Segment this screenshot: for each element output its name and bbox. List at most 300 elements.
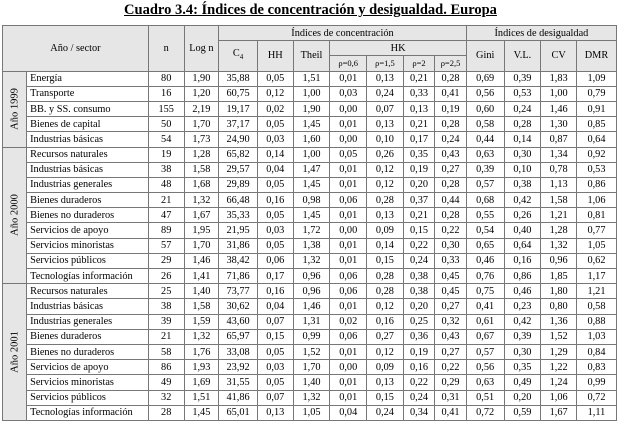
cell-hk3: 0,24 bbox=[403, 253, 434, 268]
cell-hk3: 0,19 bbox=[403, 344, 434, 359]
cell-hk2: 0,26 bbox=[367, 147, 404, 162]
cell-hk2: 0,15 bbox=[367, 253, 404, 268]
cell-cv: 1,21 bbox=[541, 208, 577, 223]
cell-gini: 0,61 bbox=[466, 314, 504, 329]
cell-hk4: 0,33 bbox=[435, 253, 467, 268]
cell-dmr: 0,79 bbox=[576, 86, 616, 101]
cell-c4: 31,86 bbox=[219, 238, 258, 253]
cell-dmr: 0,88 bbox=[576, 314, 616, 329]
cell-c4: 35,88 bbox=[219, 71, 258, 86]
cell-cv: 1,28 bbox=[541, 223, 577, 238]
cell-c4: 23,92 bbox=[219, 360, 258, 375]
cell-dmr: 0,72 bbox=[576, 390, 616, 405]
table-row bbox=[3, 86, 617, 101]
cell-hk1: 0,01 bbox=[330, 375, 367, 390]
header-year-sector: Año / sector bbox=[3, 26, 149, 72]
cell-vl: 0,46 bbox=[504, 284, 541, 299]
cell-dmr: 0,53 bbox=[576, 162, 616, 177]
cell-hh: 0,06 bbox=[257, 253, 293, 268]
sector-cell: Bienes no duraderos bbox=[27, 208, 149, 223]
sector-cell: Bienes duraderos bbox=[27, 193, 149, 208]
cell-hk2: 0,14 bbox=[367, 238, 404, 253]
cell-gini: 0,58 bbox=[466, 117, 504, 132]
cell-hk1: 0,01 bbox=[330, 162, 367, 177]
cell-hk4: 0,19 bbox=[435, 101, 467, 116]
sector-cell: Tecnologías información bbox=[27, 405, 149, 420]
cell-theil: 1,00 bbox=[293, 147, 330, 162]
table-row bbox=[3, 177, 617, 192]
table-row bbox=[3, 71, 617, 86]
cell-c4: 65,01 bbox=[219, 405, 258, 420]
cell-hk2: 0,12 bbox=[367, 344, 404, 359]
cell-hk2: 0,28 bbox=[367, 193, 404, 208]
cell-gini: 0,76 bbox=[466, 269, 504, 284]
sector-cell: Bienes duraderos bbox=[27, 329, 149, 344]
cell-hh: 0,04 bbox=[257, 299, 293, 314]
cell-theil: 1,32 bbox=[293, 253, 330, 268]
header-cv: CV bbox=[541, 41, 577, 71]
cell-gini: 0,72 bbox=[466, 405, 504, 420]
cell-logn: 1,93 bbox=[184, 360, 219, 375]
cell-gini: 0,56 bbox=[466, 86, 504, 101]
cell-hk2: 0,09 bbox=[367, 360, 404, 375]
cell-logn: 1,40 bbox=[184, 284, 219, 299]
cell-hk2: 0,13 bbox=[367, 71, 404, 86]
header-vl: V.L. bbox=[504, 41, 541, 71]
sector-cell: Transporte bbox=[27, 86, 149, 101]
cell-hk1: 0,01 bbox=[330, 71, 367, 86]
cell-hh: 0,12 bbox=[257, 86, 293, 101]
table-body bbox=[3, 71, 617, 420]
cell-hk3: 0,36 bbox=[403, 329, 434, 344]
cell-hh: 0,15 bbox=[257, 329, 293, 344]
cell-theil: 1,45 bbox=[293, 208, 330, 223]
cell-hk1: 0,01 bbox=[330, 390, 367, 405]
table-row bbox=[3, 375, 617, 390]
sector-cell: Recursos naturales bbox=[27, 284, 149, 299]
cell-hk1: 0,01 bbox=[330, 177, 367, 192]
cell-cv: 1,67 bbox=[541, 405, 577, 420]
cell-c4: 37,17 bbox=[219, 117, 258, 132]
cell-gini: 0,51 bbox=[466, 390, 504, 405]
cell-n: 49 bbox=[148, 375, 184, 390]
cell-n: 26 bbox=[148, 269, 184, 284]
cell-hk1: 0,01 bbox=[330, 253, 367, 268]
cell-c4: 41,86 bbox=[219, 390, 258, 405]
header-concentration: Índices de concentración bbox=[219, 26, 467, 41]
cell-dmr: 0,99 bbox=[576, 375, 616, 390]
cell-c4: 29,89 bbox=[219, 177, 258, 192]
cell-n: 19 bbox=[148, 147, 184, 162]
year-label-text: Año 1999 bbox=[9, 88, 21, 130]
table-row bbox=[3, 117, 617, 132]
cell-vl: 0,42 bbox=[504, 314, 541, 329]
cell-hk2: 0,13 bbox=[367, 375, 404, 390]
cell-hk3: 0,21 bbox=[403, 208, 434, 223]
cell-hk3: 0,21 bbox=[403, 71, 434, 86]
cell-cv: 0,87 bbox=[541, 132, 577, 147]
header-hh: HH bbox=[257, 41, 293, 71]
cell-hk2: 0,09 bbox=[367, 223, 404, 238]
cell-hk4: 0,27 bbox=[435, 299, 467, 314]
cell-cv: 0,80 bbox=[541, 299, 577, 314]
table-row bbox=[3, 208, 617, 223]
sector-cell: Servicios minoristas bbox=[27, 238, 149, 253]
sector-cell: Industrias básicas bbox=[27, 162, 149, 177]
cell-hk1: 0,03 bbox=[330, 86, 367, 101]
cell-hk1: 0,01 bbox=[330, 208, 367, 223]
header-inequality: Índices de desigualdad bbox=[466, 26, 616, 41]
table-row bbox=[3, 132, 617, 147]
cell-cv: 1,32 bbox=[541, 238, 577, 253]
sector-cell: Industrias generales bbox=[27, 177, 149, 192]
cell-gini: 0,54 bbox=[466, 223, 504, 238]
cell-vl: 0,30 bbox=[504, 344, 541, 359]
cell-dmr: 0,91 bbox=[576, 101, 616, 116]
cell-hk4: 0,41 bbox=[435, 405, 467, 420]
cell-hh: 0,16 bbox=[257, 284, 293, 299]
cell-n: 39 bbox=[148, 314, 184, 329]
cell-hk3: 0,13 bbox=[403, 101, 434, 116]
cell-logn: 1,41 bbox=[184, 269, 219, 284]
cell-hk2: 0,24 bbox=[367, 405, 404, 420]
sector-cell: Servicios de apoyo bbox=[27, 223, 149, 238]
cell-theil: 1,45 bbox=[293, 177, 330, 192]
cell-cv: 1,83 bbox=[541, 71, 577, 86]
cell-gini: 0,39 bbox=[466, 162, 504, 177]
table-row bbox=[3, 405, 617, 420]
cell-theil: 1,51 bbox=[293, 71, 330, 86]
table-title: Cuadro 3.4: Índices de concentración y desigualdad. Europa bbox=[124, 2, 497, 18]
cell-vl: 0,20 bbox=[504, 390, 541, 405]
cell-theil: 0,99 bbox=[293, 329, 330, 344]
cell-n: 50 bbox=[148, 117, 184, 132]
cell-hk3: 0,33 bbox=[403, 86, 434, 101]
table-row bbox=[3, 147, 617, 162]
cell-theil: 1,47 bbox=[293, 162, 330, 177]
cell-logn: 1,76 bbox=[184, 344, 219, 359]
cell-hk4: 0,28 bbox=[435, 71, 467, 86]
sector-cell: Industrias generales bbox=[27, 314, 149, 329]
cell-logn: 1,69 bbox=[184, 375, 219, 390]
cell-vl: 0,30 bbox=[504, 147, 541, 162]
table-row bbox=[3, 299, 617, 314]
cell-cv: 1,80 bbox=[541, 284, 577, 299]
header-hk: HK bbox=[330, 41, 466, 56]
cell-hk1: 0,04 bbox=[330, 405, 367, 420]
cell-hk2: 0,12 bbox=[367, 162, 404, 177]
table-row bbox=[3, 101, 617, 116]
cell-gini: 0,41 bbox=[466, 299, 504, 314]
cell-hh: 0,05 bbox=[257, 208, 293, 223]
cell-theil: 1,60 bbox=[293, 132, 330, 147]
cell-cv: 1,13 bbox=[541, 177, 577, 192]
cell-logn: 1,45 bbox=[184, 405, 219, 420]
table-row bbox=[3, 314, 617, 329]
table-row bbox=[3, 390, 617, 405]
table-row bbox=[3, 329, 617, 344]
cell-hk3: 0,38 bbox=[403, 269, 434, 284]
header-rho-0-6: ρ=0,6 bbox=[330, 56, 367, 71]
cell-n: 21 bbox=[148, 329, 184, 344]
cell-dmr: 0,85 bbox=[576, 117, 616, 132]
cell-hk1: 0,00 bbox=[330, 132, 367, 147]
cell-cv: 1,24 bbox=[541, 375, 577, 390]
cell-hk4: 0,27 bbox=[435, 162, 467, 177]
cell-dmr: 0,77 bbox=[576, 223, 616, 238]
cell-cv: 1,06 bbox=[541, 390, 577, 405]
cell-hk2: 0,28 bbox=[367, 284, 404, 299]
cell-vl: 0,10 bbox=[504, 162, 541, 177]
cell-n: 89 bbox=[148, 223, 184, 238]
table-row bbox=[3, 162, 617, 177]
cell-vl: 0,24 bbox=[504, 101, 541, 116]
cell-logn: 2,19 bbox=[184, 101, 219, 116]
cell-hh: 0,04 bbox=[257, 162, 293, 177]
cell-gini: 0,69 bbox=[466, 71, 504, 86]
cell-hk1: 0,06 bbox=[330, 284, 367, 299]
cell-hh: 0,05 bbox=[257, 117, 293, 132]
cell-n: 58 bbox=[148, 344, 184, 359]
cell-c4: 31,55 bbox=[219, 375, 258, 390]
cell-c4: 38,42 bbox=[219, 253, 258, 268]
sector-cell: BB. y SS. consumo bbox=[27, 101, 149, 116]
cell-c4: 29,57 bbox=[219, 162, 258, 177]
cell-hh: 0,05 bbox=[257, 177, 293, 192]
cell-hk2: 0,16 bbox=[367, 314, 404, 329]
cell-theil: 1,31 bbox=[293, 314, 330, 329]
cell-c4: 65,97 bbox=[219, 329, 258, 344]
cell-vl: 0,42 bbox=[504, 193, 541, 208]
cell-logn: 1,58 bbox=[184, 299, 219, 314]
cell-hk1: 0,00 bbox=[330, 101, 367, 116]
cell-gini: 0,65 bbox=[466, 238, 504, 253]
cell-hk2: 0,27 bbox=[367, 329, 404, 344]
cell-logn: 1,90 bbox=[184, 71, 219, 86]
cell-gini: 0,68 bbox=[466, 193, 504, 208]
cell-n: 54 bbox=[148, 132, 184, 147]
cell-vl: 0,39 bbox=[504, 71, 541, 86]
cell-hh: 0,13 bbox=[257, 405, 293, 420]
cell-cv: 1,36 bbox=[541, 314, 577, 329]
cell-hk2: 0,12 bbox=[367, 177, 404, 192]
cell-dmr: 0,64 bbox=[576, 132, 616, 147]
cell-hk1: 0,02 bbox=[330, 314, 367, 329]
cell-hk4: 0,41 bbox=[435, 86, 467, 101]
cell-theil: 0,96 bbox=[293, 269, 330, 284]
cell-logn: 1,70 bbox=[184, 117, 219, 132]
cell-gini: 0,46 bbox=[466, 253, 504, 268]
year-label-text: Año 2001 bbox=[9, 331, 21, 373]
cell-hk1: 0,00 bbox=[330, 360, 367, 375]
cell-hk1: 0,06 bbox=[330, 193, 367, 208]
cell-theil: 0,96 bbox=[293, 284, 330, 299]
cell-vl: 0,59 bbox=[504, 405, 541, 420]
cell-cv: 1,46 bbox=[541, 101, 577, 116]
cell-vl: 0,40 bbox=[504, 223, 541, 238]
cell-c4: 24,90 bbox=[219, 132, 258, 147]
header-theil: Theil bbox=[293, 41, 330, 71]
year-label bbox=[3, 284, 27, 421]
cell-hk1: 0,00 bbox=[330, 223, 367, 238]
cell-theil: 1,00 bbox=[293, 86, 330, 101]
cell-hk2: 0,13 bbox=[367, 117, 404, 132]
cell-vl: 0,28 bbox=[504, 117, 541, 132]
cell-hk3: 0,15 bbox=[403, 223, 434, 238]
cell-hk4: 0,43 bbox=[435, 147, 467, 162]
cell-logn: 1,73 bbox=[184, 132, 219, 147]
cell-logn: 1,95 bbox=[184, 223, 219, 238]
cell-vl: 0,64 bbox=[504, 238, 541, 253]
cell-c4: 65,82 bbox=[219, 147, 258, 162]
cell-hk4: 0,28 bbox=[435, 117, 467, 132]
year-label bbox=[3, 147, 27, 284]
cell-hk2: 0,07 bbox=[367, 101, 404, 116]
cell-logn: 1,46 bbox=[184, 253, 219, 268]
cell-dmr: 1,03 bbox=[576, 329, 616, 344]
header-gini: Gini bbox=[466, 41, 504, 71]
cell-hk4: 0,43 bbox=[435, 329, 467, 344]
sector-cell: Bienes no duraderos bbox=[27, 344, 149, 359]
cell-theil: 1,38 bbox=[293, 238, 330, 253]
header-rho-2-5: ρ=2,5 bbox=[435, 56, 467, 71]
cell-dmr: 0,92 bbox=[576, 147, 616, 162]
cell-dmr: 0,62 bbox=[576, 253, 616, 268]
cell-hk4: 0,24 bbox=[435, 132, 467, 147]
header-rho-1-5: ρ=1,5 bbox=[367, 56, 404, 71]
cell-dmr: 0,81 bbox=[576, 208, 616, 223]
cell-c4: 19,17 bbox=[219, 101, 258, 116]
cell-n: 29 bbox=[148, 253, 184, 268]
cell-c4: 21,95 bbox=[219, 223, 258, 238]
cell-n: 38 bbox=[148, 162, 184, 177]
cell-c4: 33,08 bbox=[219, 344, 258, 359]
cell-theil: 1,90 bbox=[293, 101, 330, 116]
cell-theil: 1,46 bbox=[293, 299, 330, 314]
cell-c4: 66,48 bbox=[219, 193, 258, 208]
table-row bbox=[3, 360, 617, 375]
cell-logn: 1,51 bbox=[184, 390, 219, 405]
cell-gini: 0,57 bbox=[466, 177, 504, 192]
cell-n: 25 bbox=[148, 284, 184, 299]
table-row bbox=[3, 344, 617, 359]
cell-hk4: 0,30 bbox=[435, 238, 467, 253]
cell-hk3: 0,38 bbox=[403, 284, 434, 299]
table-header bbox=[3, 26, 617, 72]
cell-hh: 0,05 bbox=[257, 71, 293, 86]
cell-dmr: 1,17 bbox=[576, 269, 616, 284]
sector-cell: Servicios públicos bbox=[27, 253, 149, 268]
cell-hh: 0,05 bbox=[257, 375, 293, 390]
cell-logn: 1,58 bbox=[184, 162, 219, 177]
cell-hk4: 0,28 bbox=[435, 177, 467, 192]
cell-n: 155 bbox=[148, 101, 184, 116]
cell-hk2: 0,15 bbox=[367, 390, 404, 405]
cell-logn: 1,70 bbox=[184, 238, 219, 253]
cell-gini: 0,57 bbox=[466, 344, 504, 359]
cell-cv: 1,52 bbox=[541, 329, 577, 344]
sector-cell: Servicios minoristas bbox=[27, 375, 149, 390]
cell-n: 38 bbox=[148, 299, 184, 314]
cell-dmr: 1,06 bbox=[576, 193, 616, 208]
cell-vl: 0,38 bbox=[504, 177, 541, 192]
header-c4: $C_4$ bbox=[219, 41, 258, 71]
cell-hh: 0,05 bbox=[257, 344, 293, 359]
cell-vl: 0,39 bbox=[504, 329, 541, 344]
cell-hk3: 0,19 bbox=[403, 162, 434, 177]
cell-gini: 0,67 bbox=[466, 329, 504, 344]
cell-dmr: 1,09 bbox=[576, 71, 616, 86]
cell-n: 86 bbox=[148, 360, 184, 375]
cell-hh: 0,14 bbox=[257, 147, 293, 162]
sector-cell: Servicios públicos bbox=[27, 390, 149, 405]
cell-hk3: 0,22 bbox=[403, 238, 434, 253]
indices-table bbox=[2, 25, 617, 421]
cell-n: 48 bbox=[148, 177, 184, 192]
cell-c4: 30,62 bbox=[219, 299, 258, 314]
sector-cell: Servicios de apoyo bbox=[27, 360, 149, 375]
cell-vl: 0,49 bbox=[504, 375, 541, 390]
cell-gini: 0,63 bbox=[466, 147, 504, 162]
cell-n: 80 bbox=[148, 71, 184, 86]
cell-cv: 1,30 bbox=[541, 117, 577, 132]
cell-cv: 0,78 bbox=[541, 162, 577, 177]
cell-dmr: 1,05 bbox=[576, 238, 616, 253]
cell-hk3: 0,35 bbox=[403, 147, 434, 162]
cell-gini: 0,56 bbox=[466, 360, 504, 375]
cell-hk4: 0,28 bbox=[435, 208, 467, 223]
cell-hk4: 0,44 bbox=[435, 193, 467, 208]
cell-hk3: 0,37 bbox=[403, 193, 434, 208]
cell-logn: 1,68 bbox=[184, 177, 219, 192]
cell-hk1: 0,01 bbox=[330, 344, 367, 359]
cell-logn: 1,20 bbox=[184, 86, 219, 101]
cell-hh: 0,05 bbox=[257, 238, 293, 253]
cell-n: 32 bbox=[148, 390, 184, 405]
cell-hh: 0,17 bbox=[257, 269, 293, 284]
cell-hk3: 0,17 bbox=[403, 132, 434, 147]
cell-vl: 0,86 bbox=[504, 269, 541, 284]
cell-hk1: 0,05 bbox=[330, 147, 367, 162]
cell-dmr: 1,11 bbox=[576, 405, 616, 420]
cell-vl: 0,14 bbox=[504, 132, 541, 147]
cell-logn: 1,32 bbox=[184, 193, 219, 208]
cell-n: 16 bbox=[148, 86, 184, 101]
cell-gini: 0,60 bbox=[466, 101, 504, 116]
cell-hk4: 0,22 bbox=[435, 223, 467, 238]
cell-hk3: 0,25 bbox=[403, 314, 434, 329]
cell-gini: 0,44 bbox=[466, 132, 504, 147]
cell-gini: 0,55 bbox=[466, 208, 504, 223]
cell-theil: 1,70 bbox=[293, 360, 330, 375]
cell-hk1: 0,01 bbox=[330, 299, 367, 314]
cell-hk3: 0,20 bbox=[403, 299, 434, 314]
cell-dmr: 0,86 bbox=[576, 177, 616, 192]
cell-hh: 0,16 bbox=[257, 193, 293, 208]
year-label-text: Año 2000 bbox=[9, 194, 21, 237]
cell-hk2: 0,13 bbox=[367, 208, 404, 223]
cell-c4: 35,33 bbox=[219, 208, 258, 223]
cell-n: 28 bbox=[148, 405, 184, 420]
cell-hk1: 0,01 bbox=[330, 117, 367, 132]
cell-theil: 1,45 bbox=[293, 117, 330, 132]
cell-hk3: 0,34 bbox=[403, 405, 434, 420]
cell-hk4: 0,31 bbox=[435, 390, 467, 405]
cell-hk3: 0,22 bbox=[403, 375, 434, 390]
cell-logn: 1,59 bbox=[184, 314, 219, 329]
cell-hk4: 0,27 bbox=[435, 344, 467, 359]
cell-theil: 1,32 bbox=[293, 390, 330, 405]
